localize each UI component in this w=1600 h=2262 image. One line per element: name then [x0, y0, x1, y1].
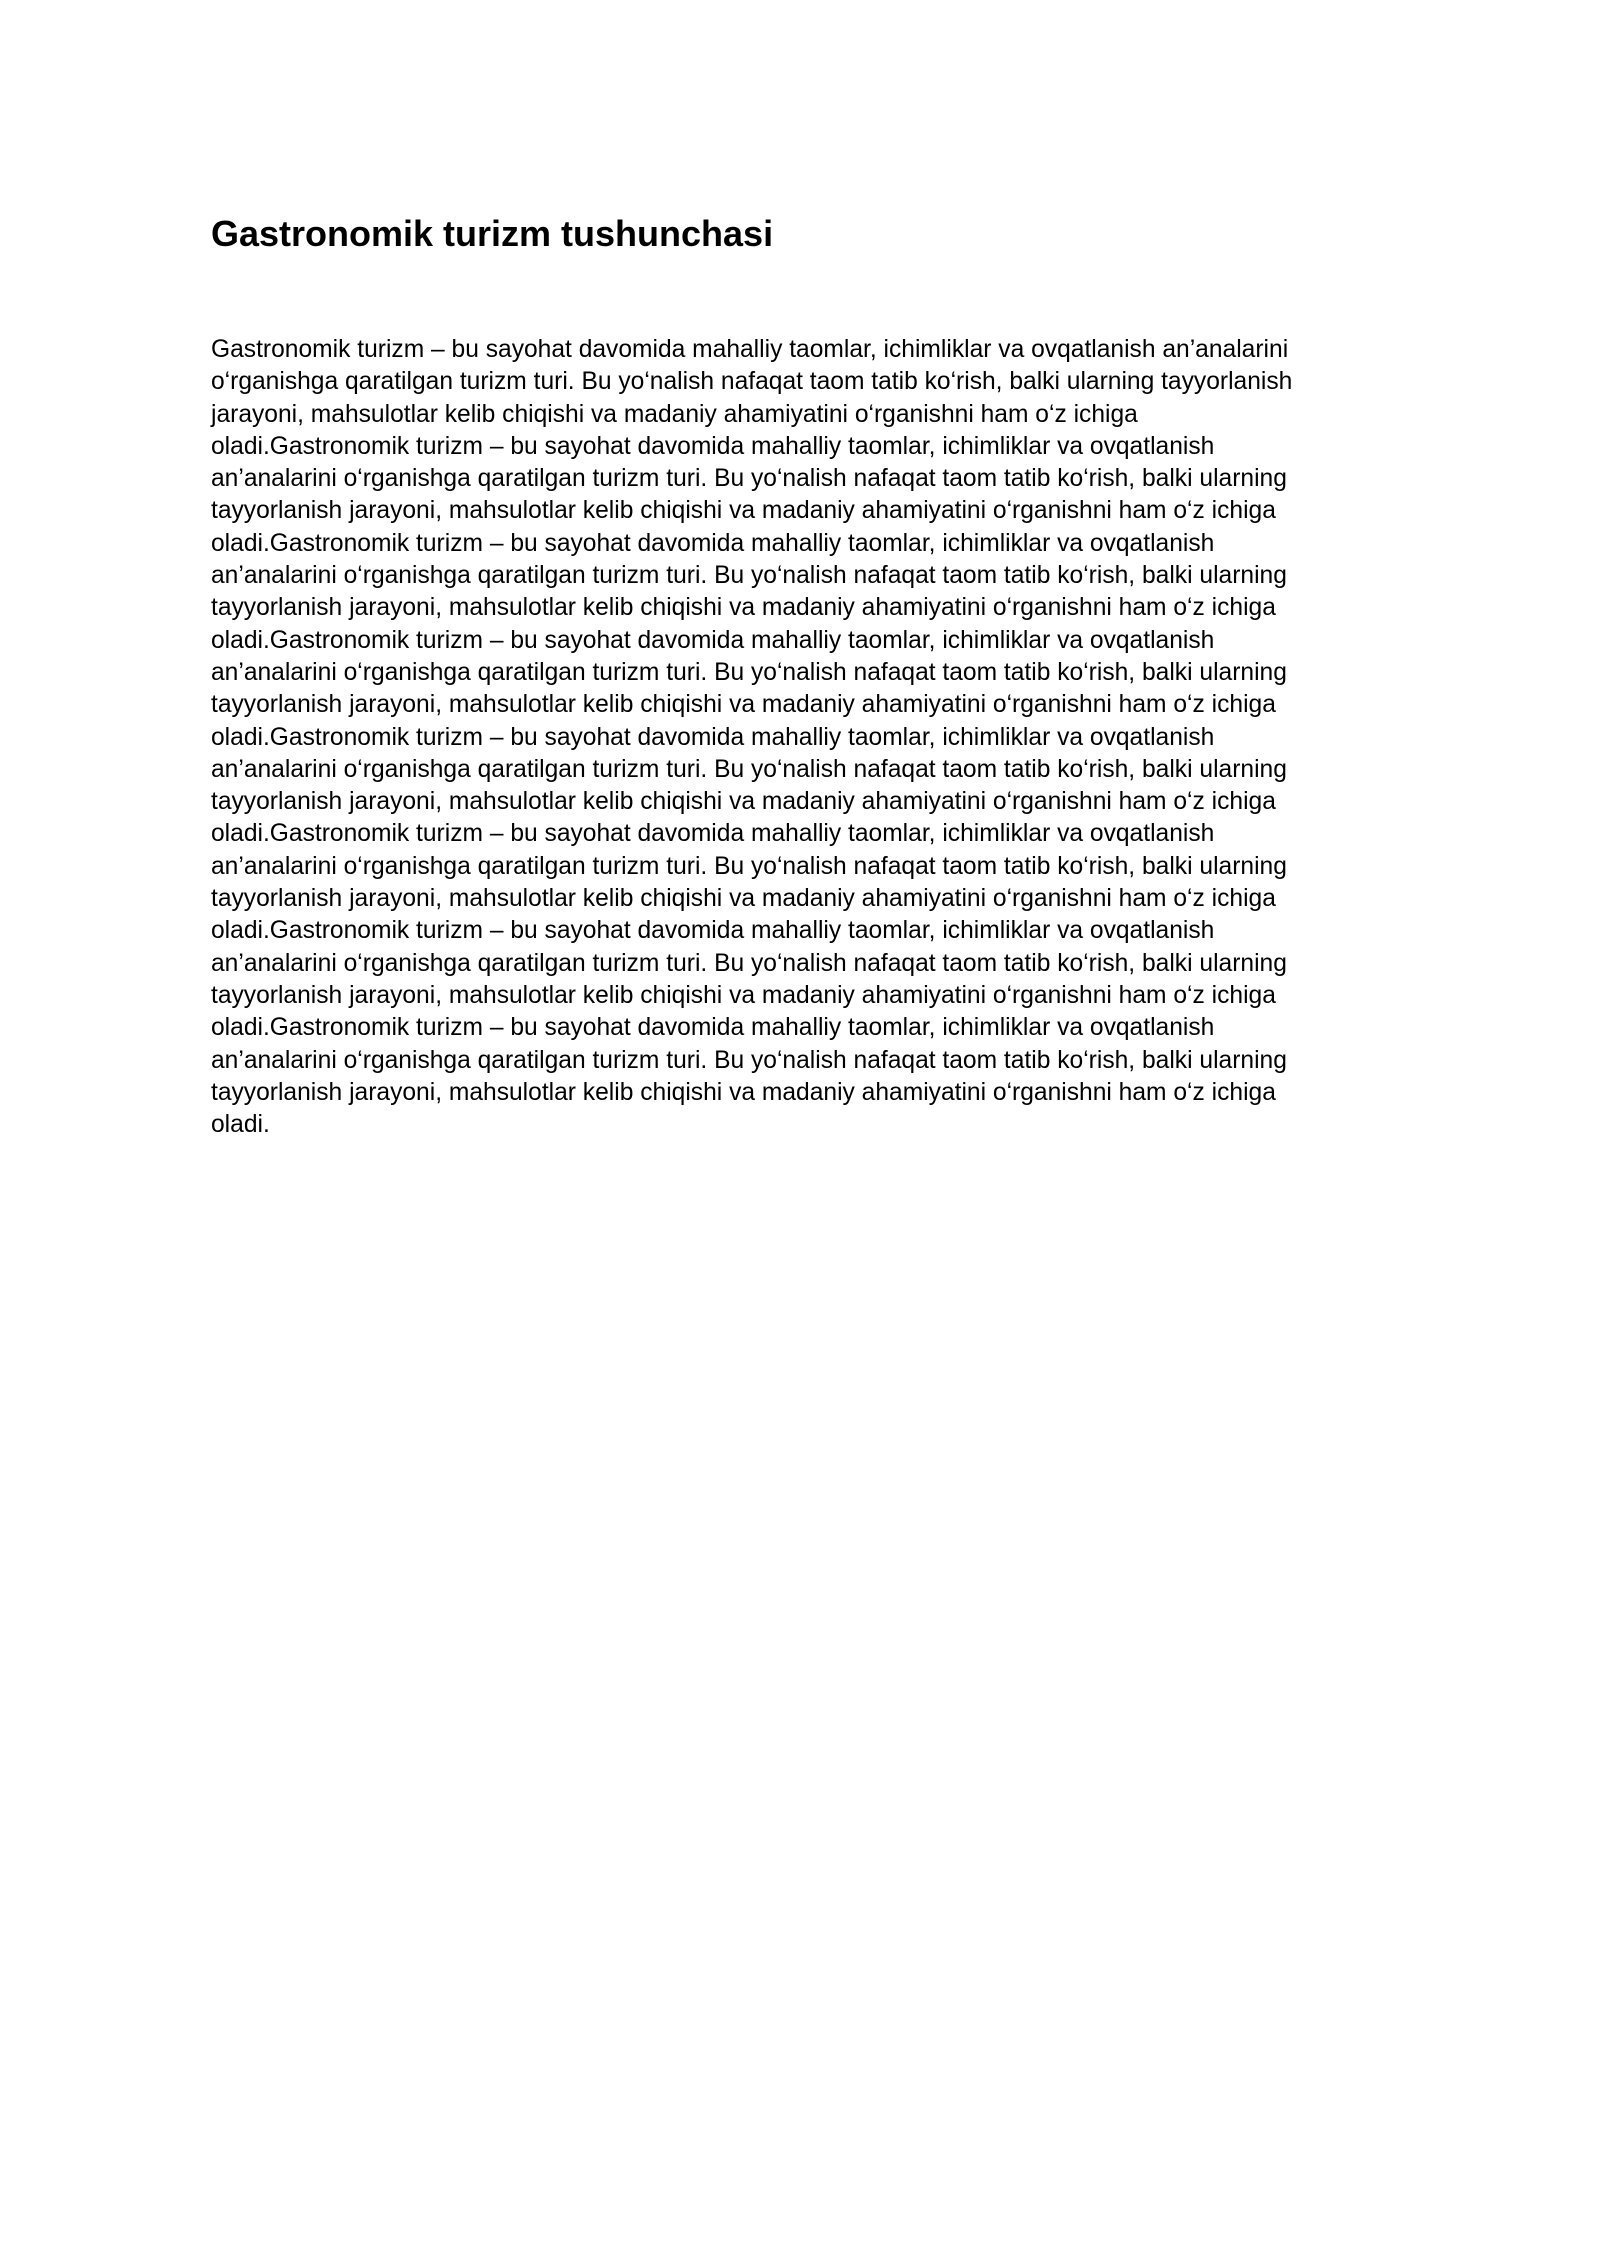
- paragraph-line: an’analarini o‘rganishga qaratilgan turizm turi. Bu yo‘nalish nafaqat taom tatib ko‘rish, balki ularning: [211, 658, 1287, 686]
- paragraph-line: Gastronomik turizm – bu sayohat davomida mahalliy taomlar, ichimliklar va ovqatlanish an’analarini: [211, 336, 1289, 363]
- paragraph-line: oladi.Gastronomik turizm – bu sayohat davomida mahalliy taomlar, ichimliklar va ovqatlanish: [211, 626, 1215, 654]
- paragraph-line: tayyorlanish jarayoni, mahsulotlar kelib chiqishi va madaniy ahamiyatini o‘rganishni ham o‘z ichiga: [211, 885, 1276, 913]
- paragraph-line: an’analarini o‘rganishga qaratilgan turizm turi. Bu yo‘nalish nafaqat taom tatib ko‘rish, balki ularning: [211, 1046, 1287, 1074]
- paragraph-line: tayyorlanish jarayoni, mahsulotlar kelib chiqishi va madaniy ahamiyatini o‘rganishni ham o‘z ichiga: [211, 981, 1276, 1009]
- paragraph-line: jarayoni, mahsulotlar kelib chiqishi va madaniy ahamiyatini o‘rganishni ham o‘z ichiga: [211, 400, 1138, 428]
- paragraph-line: an’analarini o‘rganishga qaratilgan turizm turi. Bu yo‘nalish nafaqat taom tatib ko‘rish, balki ularning: [211, 852, 1287, 880]
- page-title: Gastronomik turizm tushunchasi: [211, 213, 774, 254]
- paragraph-line: tayyorlanish jarayoni, mahsulotlar kelib chiqishi va madaniy ahamiyatini o‘rganishni ham o‘z ichiga: [211, 788, 1276, 816]
- paragraph-line: tayyorlanish jarayoni, mahsulotlar kelib chiqishi va madaniy ahamiyatini o‘rganishni ham o‘z ichiga: [211, 1078, 1276, 1106]
- paragraph-line: oladi.: [211, 1111, 270, 1139]
- paragraph-line: oladi.Gastronomik turizm – bu sayohat davomida mahalliy taomlar, ichimliklar va ovqatlanish: [211, 723, 1215, 751]
- paragraph-line: an’analarini o‘rganishga qaratilgan turizm turi. Bu yo‘nalish nafaqat taom tatib ko‘rish, balki ularning: [211, 949, 1287, 977]
- paragraph-line: tayyorlanish jarayoni, mahsulotlar kelib chiqishi va madaniy ahamiyatini o‘rganishni ham o‘z ichiga: [211, 691, 1276, 719]
- paragraph-line: oladi.Gastronomik turizm – bu sayohat davomida mahalliy taomlar, ichimliklar va ovqatlanish: [211, 529, 1215, 557]
- paragraph-line: oladi.Gastronomik turizm – bu sayohat davomida mahalliy taomlar, ichimliklar va ovqatlanish: [211, 432, 1215, 460]
- body-paragraph: [211, 334, 1411, 1141]
- paragraph-line: tayyorlanish jarayoni, mahsulotlar kelib chiqishi va madaniy ahamiyatini o‘rganishni ham o‘z ichiga: [211, 594, 1276, 622]
- paragraph-line: an’analarini o‘rganishga qaratilgan turizm turi. Bu yo‘nalish nafaqat taom tatib ko‘rish, balki ularning: [211, 465, 1287, 493]
- paragraph-line: an’analarini o‘rganishga qaratilgan turizm turi. Bu yo‘nalish nafaqat taom tatib ko‘rish, balki ularning: [211, 755, 1287, 783]
- paragraph-line: oladi.Gastronomik turizm – bu sayohat davomida mahalliy taomlar, ichimliklar va ovqatlanish: [211, 820, 1215, 848]
- paragraph-line: o‘rganishga qaratilgan turizm turi. Bu yo‘nalish nafaqat taom tatib ko‘rish, balki ularning tayyorlanish: [211, 368, 1293, 396]
- paragraph-line: an’analarini o‘rganishga qaratilgan turizm turi. Bu yo‘nalish nafaqat taom tatib ko‘rish, balki ularning: [211, 562, 1287, 590]
- paragraph-line: oladi.Gastronomik turizm – bu sayohat davomida mahalliy taomlar, ichimliklar va ovqatlanish: [211, 917, 1215, 945]
- paragraph-line: oladi.Gastronomik turizm – bu sayohat davomida mahalliy taomlar, ichimliklar va ovqatlanish: [211, 1014, 1215, 1042]
- paragraph-line: tayyorlanish jarayoni, mahsulotlar kelib chiqishi va madaniy ahamiyatini o‘rganishni ham o‘z ichiga: [211, 497, 1276, 525]
